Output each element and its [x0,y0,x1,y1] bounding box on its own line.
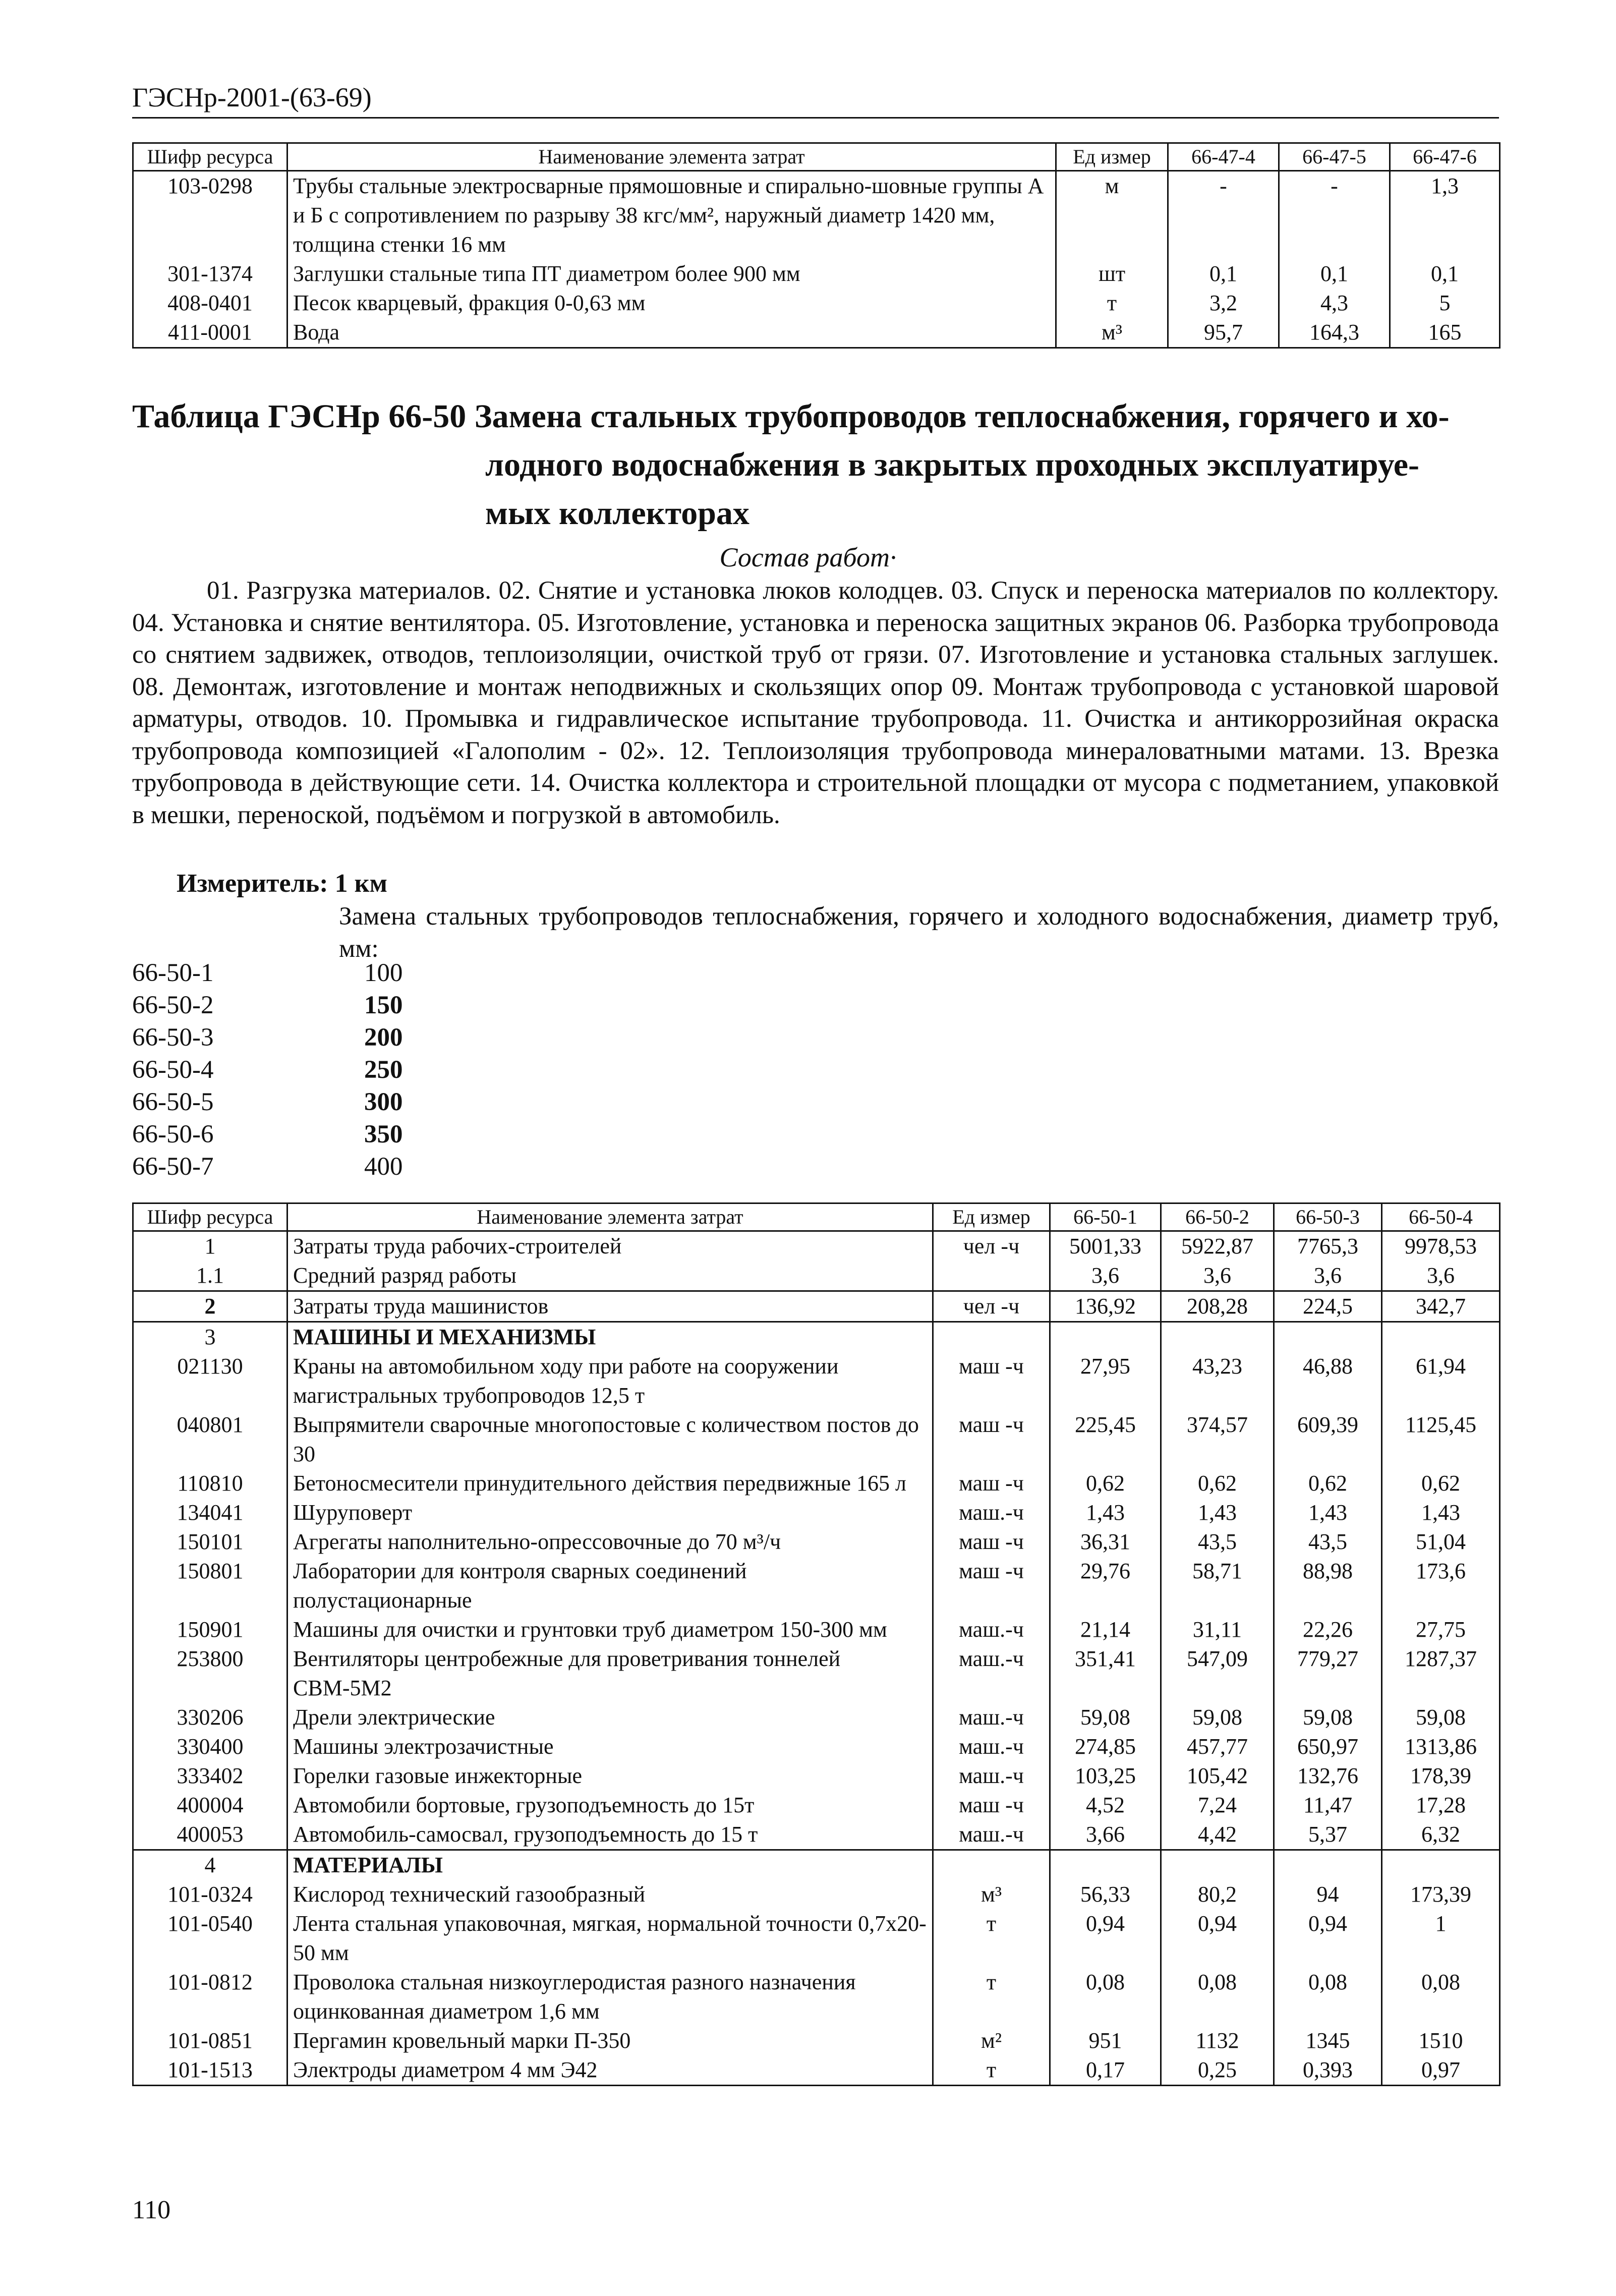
unit: маш -ч [933,1469,1050,1498]
diameter-row [132,1023,403,1052]
value: 1,43 [1274,1498,1382,1527]
measure-value: 1 км [334,869,387,898]
resource-code: 400004 [133,1791,287,1820]
value: 3,6 [1274,1261,1382,1291]
value: 0,62 [1382,1469,1500,1498]
value: 5001,33 [1050,1231,1161,1261]
resource-name: Заглушки стальные типа ПТ диаметром более 900 мм [287,259,1056,289]
norm-code: 66-50-7 [132,1153,214,1181]
diameter-value: 100 [364,959,403,987]
column-header: Ед измер [933,1203,1050,1231]
diameter-value: 300 [364,1088,403,1116]
value [1274,1850,1382,1880]
value: 3,2 [1168,289,1279,318]
unit: маш.-ч [933,1732,1050,1761]
norm-code: 66-50-3 [132,1023,214,1052]
table-row [133,1732,1500,1761]
resource-code: 1 [133,1231,287,1261]
value: 29,76 [1050,1557,1161,1615]
value: 94 [1274,1880,1382,1909]
resource-name: Средний разряд работы [287,1261,933,1291]
value: 58,71 [1161,1557,1274,1615]
header-rule [132,117,1499,119]
norm-code: 66-50-6 [132,1120,214,1149]
table-row [133,1498,1500,1527]
value: 1132 [1161,2026,1274,2055]
measure-unit [177,869,387,898]
table-row [133,1352,1500,1410]
norm-description: Замена стальных трубопроводов теплоснабжения, горячего и холодного водоснабжения, диаметр труб, мм: [339,902,1499,963]
resource-name: Автомобили бортовые, грузоподъемность до 15т [287,1791,933,1820]
diameter-value: 150 [364,991,403,1019]
unit: маш -ч [933,1557,1050,1615]
norm-code: 66-50-4 [132,1056,214,1084]
value: 274,85 [1050,1732,1161,1761]
unit: т [933,2055,1050,2086]
value: 0,08 [1050,1968,1161,2026]
column-header: 66-47-4 [1168,143,1279,171]
resource-code: 101-0812 [133,1968,287,2026]
table-title-line: мых коллекторах [485,495,749,532]
value: 1125,45 [1382,1410,1500,1469]
resource-code: 101-1513 [133,2055,287,2086]
unit: м³ [1056,318,1168,348]
unit: маш.-ч [933,1498,1050,1527]
resource-name: Горелки газовые инжекторные [287,1761,933,1791]
measure-label: Измеритель: [177,869,328,898]
resource-code: 134041 [133,1498,287,1527]
resource-name: Проволока стальная низкоуглеродистая разного назначения оцинкованная диаметром 1,6 мм [287,1968,933,2026]
table-row [133,1261,1500,1291]
column-header: Наименование элемента затрат [287,1203,933,1231]
resource-code: 400053 [133,1820,287,1850]
value: 4,42 [1161,1820,1274,1850]
table-row [133,2026,1500,2055]
column-header: 66-50-1 [1050,1203,1161,1231]
value: 0,08 [1382,1968,1500,2026]
value [1050,1850,1161,1880]
value: 225,45 [1050,1410,1161,1469]
value: 3,6 [1050,1261,1161,1291]
value: 3,66 [1050,1820,1161,1850]
resource-code: 408-0401 [133,289,287,318]
resource-code: 150801 [133,1557,287,1615]
unit: т [933,1968,1050,2026]
resource-name: Дрели электрические [287,1703,933,1732]
table-row [133,1557,1500,1615]
unit: маш.-ч [933,1703,1050,1732]
unit: маш.-ч [933,1820,1050,1850]
table-row [133,1909,1500,1968]
page-number: 110 [132,2196,171,2224]
unit [933,1850,1050,1880]
value: 21,14 [1050,1615,1161,1644]
value: 0,08 [1274,1968,1382,2026]
resource-name: Шуруповерт [287,1498,933,1527]
section-row [133,1850,1500,1880]
diameter-row [132,1152,403,1181]
value: 7765,3 [1274,1231,1382,1261]
value: 95,7 [1168,318,1279,348]
value: 59,08 [1050,1703,1161,1732]
resource-code: 103-0298 [133,171,287,260]
value: 208,28 [1161,1291,1274,1322]
value: 1313,86 [1382,1732,1500,1761]
resource-name: Вентиляторы центробежные для проветривания тоннелей СВМ-5М2 [287,1644,933,1703]
value: 547,09 [1161,1644,1274,1703]
resource-code: 1.1 [133,1261,287,1291]
value: 0,393 [1274,2055,1382,2086]
unit: т [1056,289,1168,318]
value [1382,1322,1500,1352]
table-row [133,1231,1500,1261]
resource-name: Бетоносмесители принудительного действия передвижные 165 л [287,1469,933,1498]
value: 0,62 [1274,1469,1382,1498]
resource-code: 150901 [133,1615,287,1644]
resource-code: 411-0001 [133,318,287,348]
value: 650,97 [1274,1732,1382,1761]
value: 0,94 [1050,1909,1161,1968]
value: 27,95 [1050,1352,1161,1410]
value: 36,31 [1050,1527,1161,1557]
value: 0,97 [1382,2055,1500,2086]
unit: чел -ч [933,1291,1050,1322]
unit: м³ [933,1880,1050,1909]
resource-name: Вода [287,318,1056,348]
resource-name: Электроды диаметром 4 мм Э42 [287,2055,933,2086]
resource-code: 110810 [133,1469,287,1498]
value: 4,3 [1279,289,1390,318]
resource-code: 330206 [133,1703,287,1732]
resource-name: Агрегаты наполнительно-опрессовочные до 70 м³/ч [287,1527,933,1557]
unit: маш -ч [933,1791,1050,1820]
value: 5922,87 [1161,1231,1274,1261]
resource-code: 101-0324 [133,1880,287,1909]
section-code: 3 [133,1322,287,1352]
value: 46,88 [1274,1352,1382,1410]
table-row [133,2055,1500,2086]
section-title: МАТЕРИАЛЫ [287,1850,933,1880]
value: 0,17 [1050,2055,1161,2086]
unit: маш -ч [933,1410,1050,1469]
value: - [1168,171,1279,260]
document-code: ГЭСНр-2001-(63-69) [132,82,372,112]
unit: маш -ч [933,1527,1050,1557]
value: 136,92 [1050,1291,1161,1322]
value: 951 [1050,2026,1161,2055]
resource-code: 301-1374 [133,259,287,289]
column-header: 66-47-6 [1390,143,1500,171]
resource-name: Песок кварцевый, фракция 0-0,63 мм [287,289,1056,318]
value: 1,3 [1390,171,1500,260]
unit: т [933,1909,1050,1968]
value: - [1279,171,1390,260]
table-row [133,1410,1500,1469]
resource-code: 101-0851 [133,2026,287,2055]
table-header-row [133,1203,1500,1231]
unit: маш.-ч [933,1615,1050,1644]
resource-code: 040801 [133,1410,287,1469]
table-row [133,1791,1500,1820]
value: 178,39 [1382,1761,1500,1791]
value: 1,43 [1382,1498,1500,1527]
value: 43,5 [1161,1527,1274,1557]
diameter-row [132,958,403,988]
value: 11,47 [1274,1791,1382,1820]
value: 80,2 [1161,1880,1274,1909]
value: 9978,53 [1382,1231,1500,1261]
norm-code: 66-50-1 [132,959,214,987]
value: 5,37 [1274,1820,1382,1850]
value: 351,41 [1050,1644,1161,1703]
table-title-line: Таблица ГЭСНр 66-50 Замена стальных трубопроводов теплоснабжения, горячего и хо- [132,398,1450,435]
column-header: Шифр ресурса [133,1203,287,1231]
value: 1 [1382,1909,1500,1968]
resource-code: 253800 [133,1644,287,1703]
table-row [133,318,1500,348]
diameter-value: 200 [364,1023,403,1052]
value: 0,08 [1161,1968,1274,2026]
value: 4,52 [1050,1791,1161,1820]
value: 51,04 [1382,1527,1500,1557]
value: 27,75 [1382,1615,1500,1644]
value: 22,26 [1274,1615,1382,1644]
unit: м² [933,2026,1050,2055]
value: 88,98 [1274,1557,1382,1615]
composition-heading: Состав работ· [719,542,897,572]
resource-name: Лаборатории для контроля сварных соединений полустационарные [287,1557,933,1615]
table-row [133,1644,1500,1703]
value [1382,1850,1500,1880]
value: 164,3 [1279,318,1390,348]
table-row [133,1527,1500,1557]
value: 342,7 [1382,1291,1500,1322]
value: 0,1 [1390,259,1500,289]
resource-name: Кислород технический газообразный [287,1880,933,1909]
value: 103,25 [1050,1761,1161,1791]
value: 105,42 [1161,1761,1274,1791]
table-row [133,1968,1500,2026]
column-header: Наименование элемента затрат [287,143,1056,171]
value: 1345 [1274,2026,1382,2055]
value: 457,77 [1161,1732,1274,1761]
value: 374,57 [1161,1410,1274,1469]
unit: чел -ч [933,1231,1050,1261]
diameter-row [132,1087,403,1117]
value: 3,6 [1161,1261,1274,1291]
table-row [133,1291,1500,1322]
unit: маш.-ч [933,1644,1050,1703]
resource-name: Лента стальная упаковочная, мягкая, нормальной точности 0,7х20-50 мм [287,1909,933,1968]
resource-name: Трубы стальные электросварные прямошовные и спирально-шовные группы А и Б с сопротивлением по разрыву 38 кгс/мм², наружный диаметр 1420 мм, толщина стенки 16 мм [287,171,1056,260]
value: 3,6 [1382,1261,1500,1291]
value [1161,1322,1274,1352]
value: 132,76 [1274,1761,1382,1791]
table-row [133,289,1500,318]
resource-name: Машины для очистки и грунтовки труб диаметром 150-300 мм [287,1615,933,1644]
value: 5 [1390,289,1500,318]
column-header: 66-50-4 [1382,1203,1500,1231]
value: 0,94 [1161,1909,1274,1968]
continuation-resource-table [132,142,1500,349]
value: 224,5 [1274,1291,1382,1322]
resource-code: 021130 [133,1352,287,1410]
value: 59,08 [1161,1703,1274,1732]
value: 59,08 [1274,1703,1382,1732]
table-row [133,171,1500,260]
diameter-value: 400 [364,1153,403,1181]
resource-code: 2 [133,1291,287,1322]
resource-code: 333402 [133,1761,287,1791]
column-header: Шифр ресурса [133,143,287,171]
composition-text: 01. Разгрузка материалов. 02. Снятие и установка люков колодцев. 03. Спуск и переноска материалов по коллектору. 04. Установка и снятие вентилятора. 05. Изготовление, установка и переноска защитных экранов 06. Разборка трубопровода со снятием задвижек, отводов, теплоизоляции, очисткой труб от грязи. 07. Изготовление и установка стальных заглушек. 08. Демонтаж, изготовление и монтаж неподвижных и скользящих опор 09. Монтаж трубопровода с установкой шаровой арматуры, отводов. 10. Промывка и гидравлическое испытание трубопровода. 11. Очистка и антикоррозийная окраска трубопровода композицией «Галополим - 02». 12. Теплоизоляция трубопровода минераловатными матами. 13. Врезка трубопровода в действующие сети. 14. Очистка коллектора и строительной площадки от мусора с подметанием, упаковкой в мешки, переноской, подъёмом и погрузкой в автомобиль. [132,577,1499,829]
column-header: 66-47-5 [1279,143,1390,171]
value: 43,5 [1274,1527,1382,1557]
table-title [132,392,1499,538]
unit: маш.-ч [933,1761,1050,1791]
value [1274,1322,1382,1352]
value: 0,1 [1168,259,1279,289]
resource-code: 330400 [133,1732,287,1761]
unit [933,1322,1050,1352]
section-code: 4 [133,1850,287,1880]
table-row [133,1469,1500,1498]
value: 1510 [1382,2026,1500,2055]
resource-norms-table [132,1202,1500,2086]
diameter-row [132,1120,403,1149]
value: 6,32 [1382,1820,1500,1850]
value: 0,1 [1279,259,1390,289]
resource-code: 150101 [133,1527,287,1557]
value: 0,25 [1161,2055,1274,2086]
diameter-value: 350 [364,1120,403,1149]
value: 173,6 [1382,1557,1500,1615]
value: 173,39 [1382,1880,1500,1909]
unit: шт [1056,259,1168,289]
resource-name: Автомобиль-самосвал, грузоподъемность до 15 т [287,1820,933,1850]
table-header-row [133,143,1500,171]
resource-name: Краны на автомобильном ходу при работе на сооружении магистральных трубопроводов 12,5 т [287,1352,933,1410]
value: 165 [1390,318,1500,348]
diameter-row [132,1055,403,1084]
value: 779,27 [1274,1644,1382,1703]
resource-name: Выпрямители сварочные многопостовые с количеством постов до 30 [287,1410,933,1469]
value: 59,08 [1382,1703,1500,1732]
column-header: Ед измер [1056,143,1168,171]
value: 1,43 [1050,1498,1161,1527]
value: 56,33 [1050,1880,1161,1909]
diameter-value: 250 [364,1056,403,1084]
table-row [133,259,1500,289]
table-row [133,1761,1500,1791]
resource-name: Затраты труда рабочих-строителей [287,1231,933,1261]
value: 17,28 [1382,1791,1500,1820]
section-row [133,1322,1500,1352]
unit: м [1056,171,1168,260]
table-row [133,1703,1500,1732]
resource-name: Машины электрозачистные [287,1732,933,1761]
value: 609,39 [1274,1410,1382,1469]
column-header: 66-50-2 [1161,1203,1274,1231]
resource-code: 101-0540 [133,1909,287,1968]
value: 0,94 [1274,1909,1382,1968]
value: 7,24 [1161,1791,1274,1820]
value [1161,1850,1274,1880]
value: 61,94 [1382,1352,1500,1410]
value: 1287,37 [1382,1644,1500,1703]
table-title-line: лодного водоснабжения в закрытых проходных эксплуатируе- [485,446,1419,483]
diameter-row [132,991,403,1020]
value: 0,62 [1161,1469,1274,1498]
resource-name: Пергамин кровельный марки П-350 [287,2026,933,2055]
value: 0,62 [1050,1469,1161,1498]
value [1050,1322,1161,1352]
norm-code: 66-50-2 [132,991,214,1019]
section-title: МАШИНЫ И МЕХАНИЗМЫ [287,1322,933,1352]
unit [933,1261,1050,1291]
unit: маш -ч [933,1352,1050,1410]
value: 31,11 [1161,1615,1274,1644]
column-header: 66-50-3 [1274,1203,1382,1231]
table-row [133,1820,1500,1850]
table-row [133,1880,1500,1909]
table-row [133,1615,1500,1644]
value: 43,23 [1161,1352,1274,1410]
norm-code: 66-50-5 [132,1088,214,1116]
value: 1,43 [1161,1498,1274,1527]
resource-name: Затраты труда машинистов [287,1291,933,1322]
